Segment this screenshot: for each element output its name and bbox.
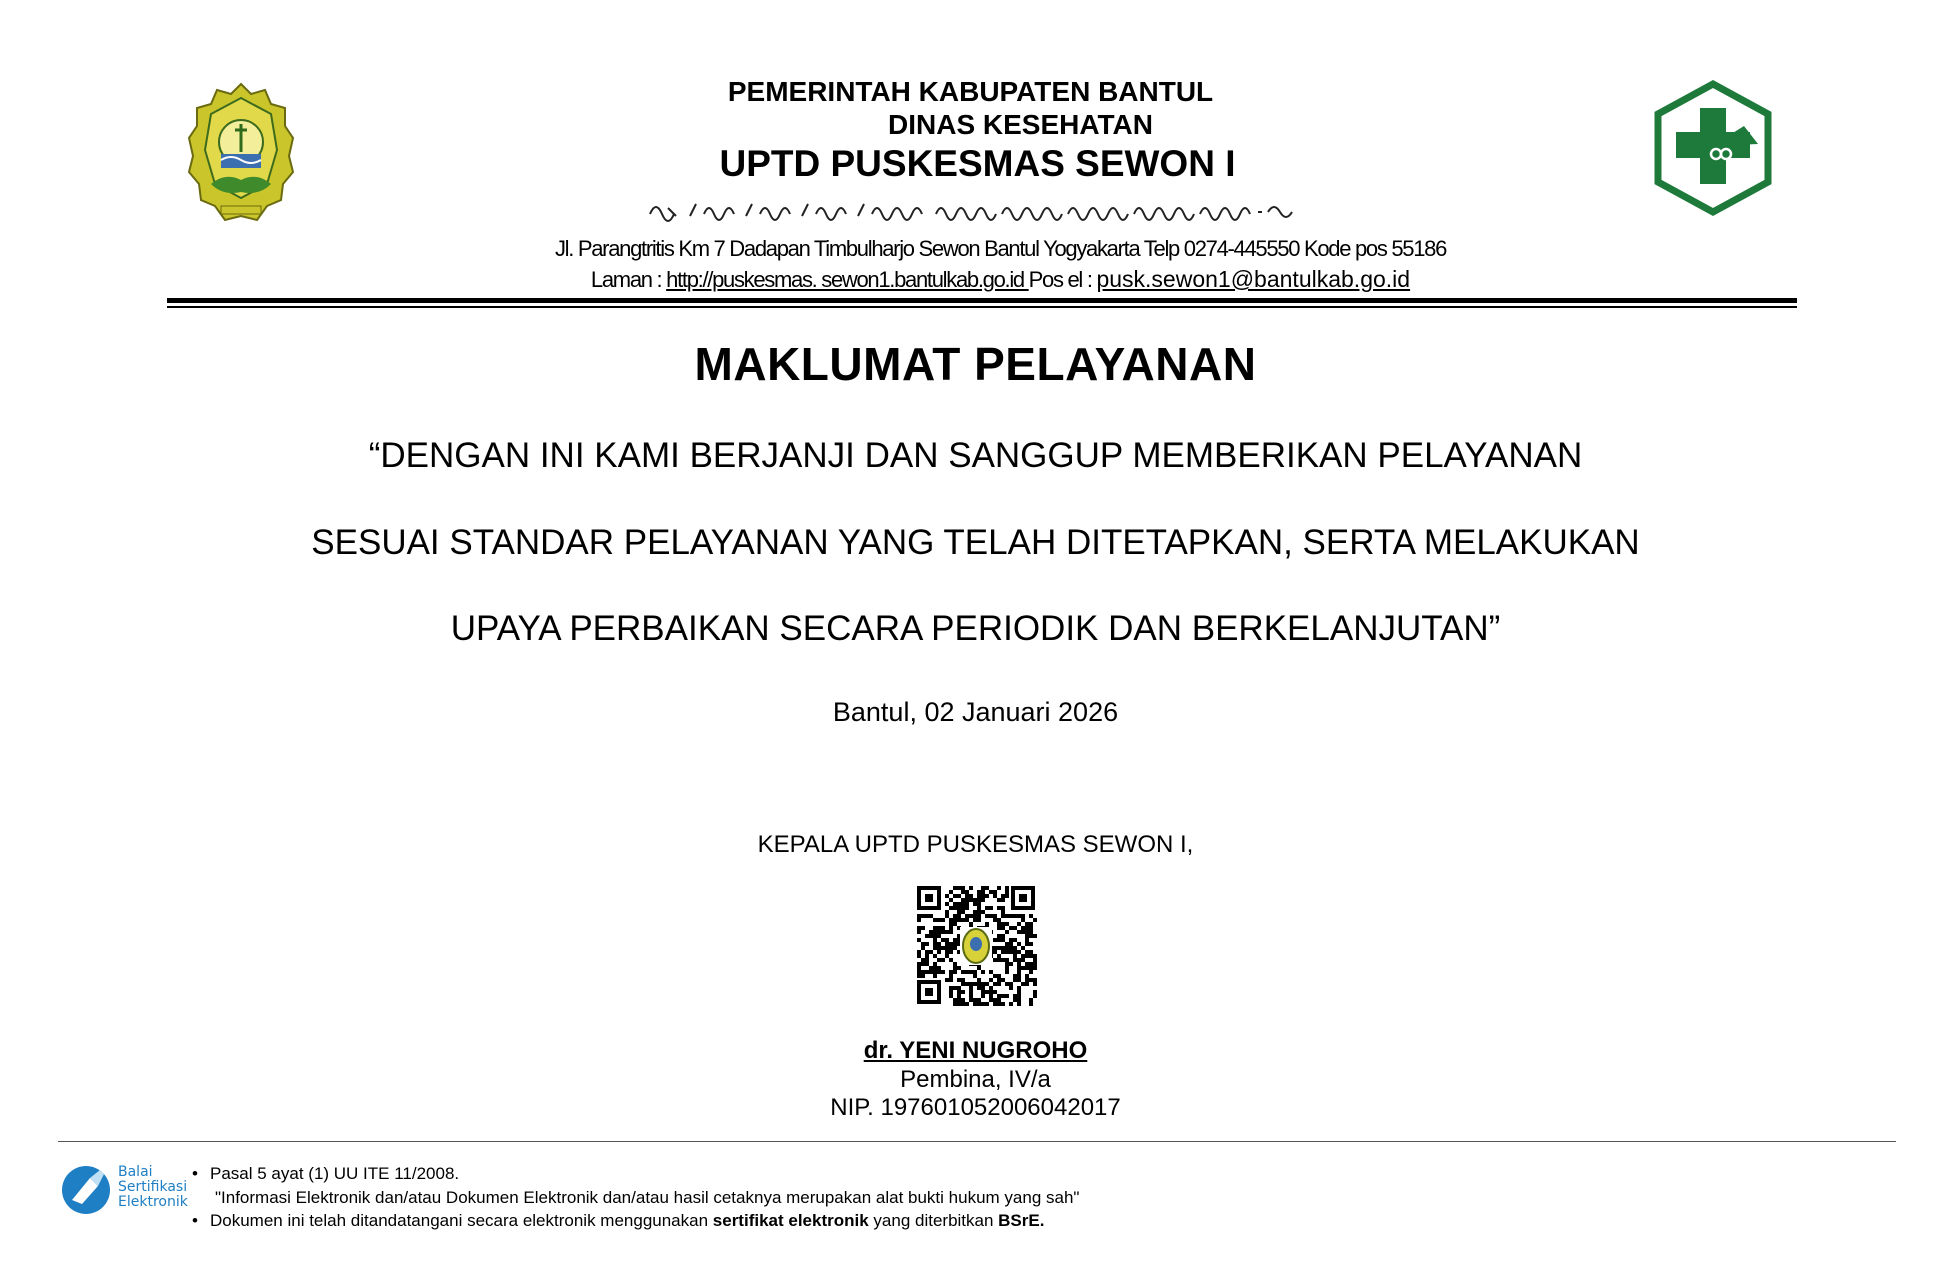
letterhead-line-2: DINAS KESEHATAN (888, 109, 1153, 140)
pledge-line-3: UPAYA PERBAIKAN SECARA PERIODIK DAN BERKELANJUTAN” (450, 609, 1501, 648)
letterhead-divider-thick (167, 298, 1797, 303)
signatory-rank: Pembina, IV/a (900, 1066, 1051, 1093)
letterhead-address: Jl. Parangtritis Km 7 Dadapan Timbulharjo Sewon Bantul Yogyakarta Telp 0274-445550 Kode pos 55186 (554, 236, 1447, 261)
javanese-script-line (0, 194, 1951, 228)
document-date: Bantul, 02 Januari 2026 (832, 697, 1119, 727)
letterhead-line-1: PEMERINTAH KABUPATEN BANTUL (727, 76, 1214, 107)
footer-line-1 (192, 1164, 459, 1184)
letterhead-contact (25, 266, 1951, 293)
website-link[interactable]: http://puskesmas. sewon1.bantulkab.go.id (666, 267, 1029, 292)
pledge-line-1: “DENGAN INI KAMI BERJANJI DAN SANGGUP MEMBERIKAN PELAYANAN (368, 436, 1583, 475)
footer-text-a: Dokumen ini telah ditandatangani secara elektronik menggunakan (210, 1211, 713, 1230)
footer-line-3 (192, 1211, 1044, 1231)
pledge-line-2: SESUAI STANDAR PELAYANAN YANG TELAH DITETAPKAN, SERTA MELAKUKAN (311, 523, 1640, 562)
letterhead-divider-thin (167, 306, 1797, 308)
footer-text-d: BSrE. (998, 1211, 1045, 1230)
email-link[interactable]: pusk.sewon1@bantulkab.go.id (1096, 266, 1411, 292)
footer-law-text: Pasal 5 ayat (1) UU ITE 11/2008. (210, 1164, 460, 1183)
letterhead-line-3: UPTD PUSKESMAS SEWON I (719, 143, 1236, 184)
signatory-name: dr. YENI NUGROHO (863, 1037, 1088, 1064)
bsre-text-line-2: Sertifikasi (118, 1179, 188, 1195)
signatory-position: KEPALA UPTD PUSKESMAS SEWON I, (757, 831, 1194, 858)
bsre-logo-text (118, 1165, 188, 1210)
footer-text-c: yang diterbitkan (868, 1211, 999, 1230)
bsre-text-line-1: Balai (118, 1164, 153, 1180)
web-label: Laman : (590, 267, 667, 292)
bullet-icon: • (192, 1164, 198, 1183)
email-label: Pos el : (1028, 267, 1097, 292)
bullet-icon: • (192, 1211, 198, 1230)
bsre-text-line-3: Elektronik (118, 1194, 188, 1210)
footer-text-b: sertifikat elektronik (712, 1211, 869, 1230)
footer-divider (58, 1141, 1896, 1142)
signature-qr-code (915, 884, 1037, 1006)
footer-line-2: "Informasi Elektronik dan/atau Dokumen Elektronik dan/atau hasil cetaknya merupakan alat bukti hukum yang sah" (215, 1188, 1080, 1207)
signatory-nip: NIP. 197601052006042017 (830, 1094, 1121, 1121)
document-title: MAKLUMAT PELAYANAN (694, 338, 1257, 390)
